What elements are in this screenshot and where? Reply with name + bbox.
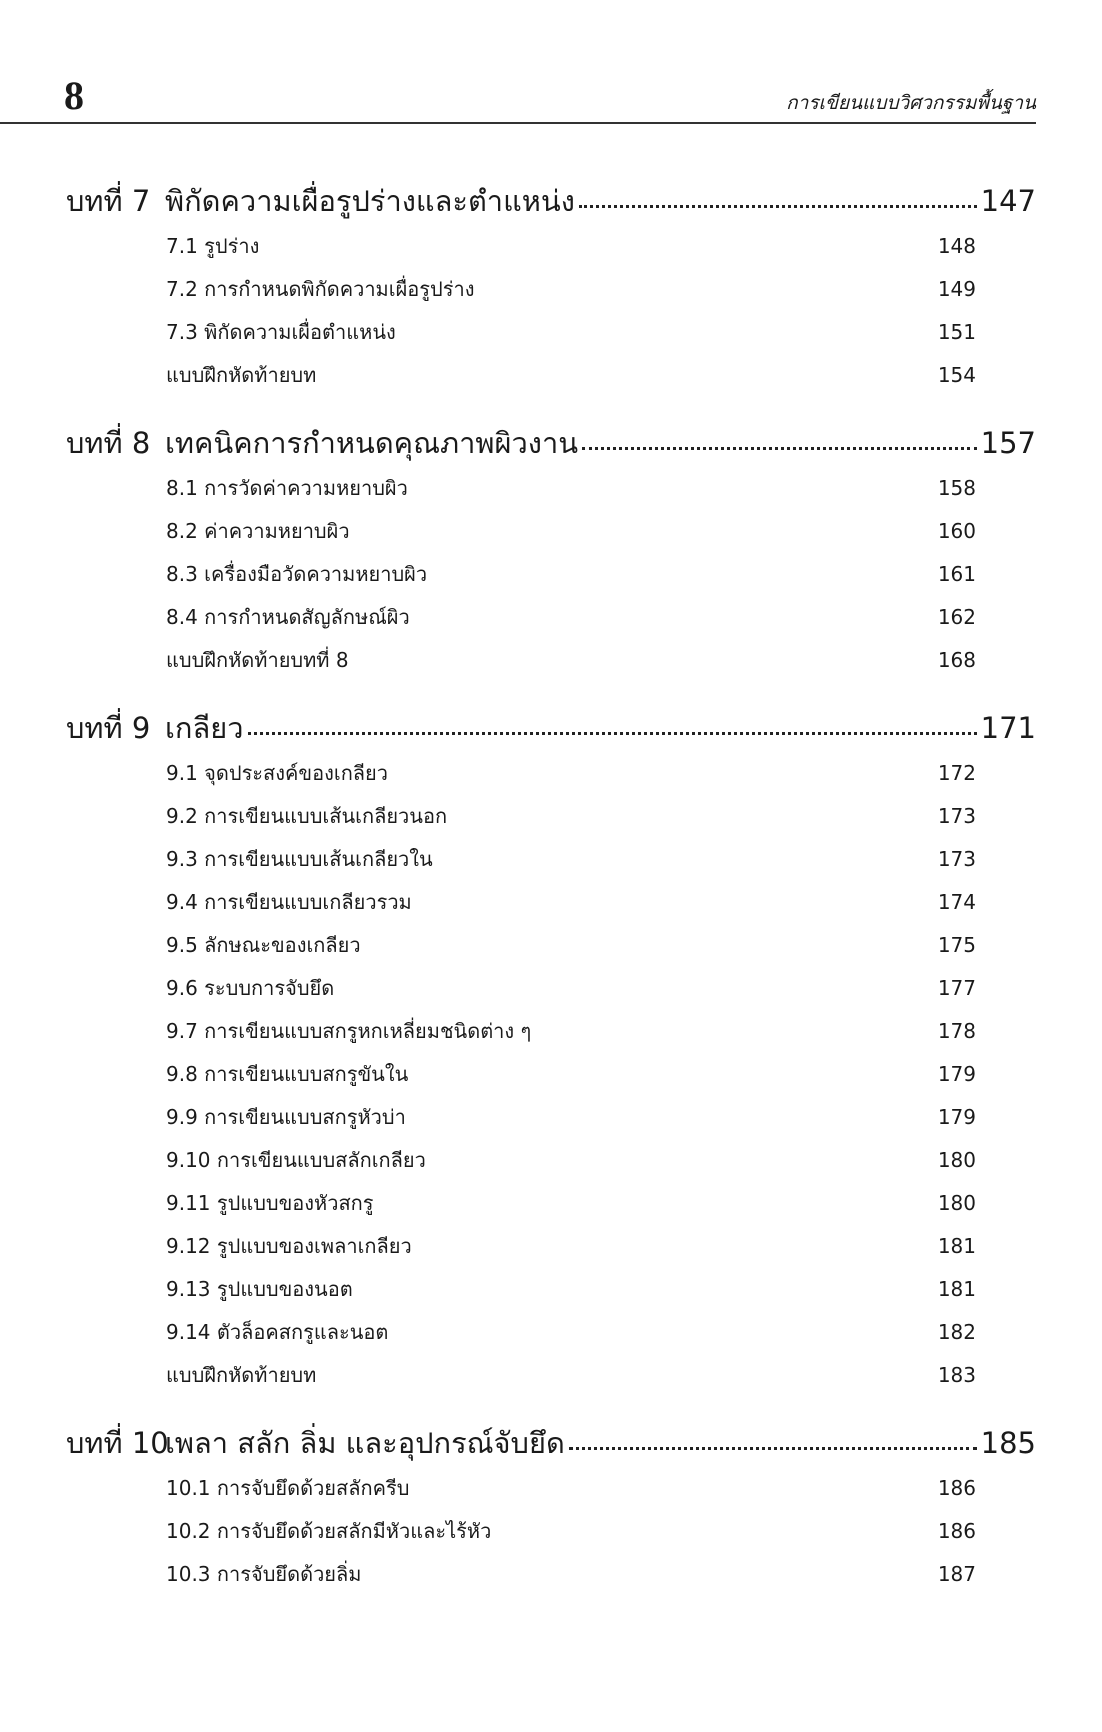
page-header [0, 0, 1102, 124]
chapter-title: พิกัดความเผื่อรูปร่างและตำแหน่ง [165, 184, 575, 218]
entry-page-number: 154 [937, 363, 976, 387]
toc-entry[interactable] [166, 970, 976, 1006]
entry-title: 8.3 เครื่องมือวัดความหยาบผิว [166, 562, 428, 586]
toc-entry[interactable] [166, 470, 976, 506]
entry-title: แบบฝึกหัดท้ายบทที่ 8 [166, 648, 349, 672]
toc-entry[interactable] [166, 1513, 976, 1549]
entry-page-number: 179 [937, 1105, 976, 1129]
entry-page-number: 186 [937, 1519, 976, 1543]
entry-title: 9.2 การเขียนแบบเส้นเกลียวนอก [166, 804, 448, 828]
chapter-label: บทที่ 8 [66, 426, 151, 460]
entry-title: 9.10 การเขียนแบบสลักเกลียว [166, 1148, 426, 1172]
toc-entry[interactable] [166, 755, 976, 791]
entry-page-number: 173 [937, 847, 976, 871]
entry-title: 9.8 การเขียนแบบสกรูขันใน [166, 1062, 409, 1086]
chapter-title: เพลา สลัก ลิ่ม และอุปกรณ์จับยึด [165, 1426, 565, 1460]
entry-title: 9.6 ระบบการจับยึด [166, 976, 335, 1000]
toc-entry[interactable] [166, 642, 976, 678]
toc-entry[interactable] [166, 884, 976, 920]
entry-page-number: 186 [937, 1476, 976, 1500]
entry-page-number: 183 [937, 1363, 976, 1387]
entry-title: 9.11 รูปแบบของหัวสกรู [166, 1191, 374, 1215]
entry-title: 10.1 การจับยึดด้วยสลักครีบ [166, 1476, 410, 1500]
entry-title: 9.5 ลักษณะของเกลียว [166, 933, 361, 957]
entry-page-number: 180 [937, 1148, 976, 1172]
header-rule [0, 122, 1036, 124]
toc-entry[interactable] [166, 1314, 976, 1350]
chapter-label: บทที่ 9 [66, 711, 151, 745]
entry-page-number: 177 [937, 976, 976, 1000]
entry-title: 9.4 การเขียนแบบเกลียวรวม [166, 890, 412, 914]
entry-page-number: 161 [937, 562, 976, 586]
toc-entry[interactable] [166, 1142, 976, 1178]
entry-page-number: 158 [937, 476, 976, 500]
dot-leader [582, 423, 977, 450]
entry-page-number: 175 [937, 933, 976, 957]
entry-title: 9.12 รูปแบบของเพลาเกลียว [166, 1234, 412, 1258]
toc-entry[interactable] [166, 228, 976, 264]
chapter-7-heading[interactable] [66, 181, 1036, 221]
toc-entry[interactable] [166, 1013, 976, 1049]
entry-title: 8.2 ค่าความหยาบผิว [166, 519, 350, 543]
entry-page-number: 178 [937, 1019, 976, 1043]
toc-entry[interactable] [166, 1099, 976, 1135]
entry-title: 10.3 การจับยึดด้วยลิ่ม [166, 1562, 362, 1586]
entry-page-number: 162 [937, 605, 976, 629]
entry-page-number: 172 [937, 761, 976, 785]
dot-leader [248, 708, 977, 735]
chapter-page-number: 157 [980, 426, 1036, 460]
toc-entry[interactable] [166, 357, 976, 393]
entry-title: 9.9 การเขียนแบบสกรูหัวบ่า [166, 1105, 406, 1129]
toc-entry[interactable] [166, 927, 976, 963]
chapter-label: บทที่ 10 [66, 1426, 169, 1460]
entry-title: 9.3 การเขียนแบบเส้นเกลียวใน [166, 847, 433, 871]
entry-title: 9.1 จุดประสงค์ของเกลียว [166, 761, 389, 785]
chapter-page-number: 171 [980, 711, 1036, 745]
entry-title: 8.1 การวัดค่าความหยาบผิว [166, 476, 408, 500]
entry-page-number: 179 [937, 1062, 976, 1086]
toc-entry[interactable] [166, 841, 976, 877]
entry-page-number: 182 [937, 1320, 976, 1344]
entry-title: 9.14 ตัวล็อคสกรูและนอต [166, 1320, 389, 1344]
entry-page-number: 181 [937, 1234, 976, 1258]
toc-entry[interactable] [166, 798, 976, 834]
chapter-label: บทที่ 7 [66, 184, 151, 218]
entry-page-number: 187 [937, 1562, 976, 1586]
chapter-title: เกลียว [165, 711, 244, 745]
dot-leader [579, 181, 977, 208]
toc-entry[interactable] [166, 556, 976, 592]
toc-entry[interactable] [166, 1470, 976, 1506]
toc-entry[interactable] [166, 1185, 976, 1221]
running-head: การเขียนแบบวิศวกรรมพื้นฐาน [786, 92, 1036, 114]
chapter-title: เทคนิคการกำหนดคุณภาพผิวงาน [165, 426, 579, 460]
toc-entry[interactable] [166, 271, 976, 307]
entry-title: 8.4 การกำหนดสัญลักษณ์ผิว [166, 605, 410, 629]
entry-page-number: 174 [937, 890, 976, 914]
entry-title: 7.2 การกำหนดพิกัดความเผื่อรูปร่าง [166, 277, 475, 301]
dot-leader [569, 1423, 977, 1450]
entry-title: แบบฝึกหัดท้ายบท [166, 1363, 317, 1387]
entry-page-number: 173 [937, 804, 976, 828]
entry-page-number: 180 [937, 1191, 976, 1215]
toc-entry[interactable] [166, 1556, 976, 1592]
entry-page-number: 181 [937, 1277, 976, 1301]
chapter-10-heading[interactable] [66, 1423, 1036, 1463]
chapter-9-heading[interactable] [66, 708, 1036, 748]
entry-page-number: 149 [937, 277, 976, 301]
entry-page-number: 151 [937, 320, 976, 344]
entry-page-number: 148 [937, 234, 976, 258]
chapter-8-heading[interactable] [66, 423, 1036, 463]
page-number: 8 [64, 73, 84, 118]
entry-title: 9.13 รูปแบบของนอต [166, 1277, 353, 1301]
entry-title: 9.7 การเขียนแบบสกรูหกเหลี่ยมชนิดต่าง ๆ [166, 1019, 532, 1043]
chapter-page-number: 185 [980, 1426, 1036, 1460]
toc-entry[interactable] [166, 1357, 976, 1393]
entry-title: 10.2 การจับยึดด้วยสลักมีหัวและไร้หัว [166, 1519, 492, 1543]
toc-entry[interactable] [166, 599, 976, 635]
toc-entry[interactable] [166, 1228, 976, 1264]
entry-title: 7.3 พิกัดความเผื่อตำแหน่ง [166, 320, 396, 344]
entry-page-number: 160 [937, 519, 976, 543]
entry-page-number: 168 [937, 648, 976, 672]
toc-entry[interactable] [166, 314, 976, 350]
entry-title: แบบฝึกหัดท้ายบท [166, 363, 317, 387]
toc-entry[interactable] [166, 1056, 976, 1092]
entry-title: 7.1 รูปร่าง [166, 234, 260, 258]
chapter-page-number: 147 [980, 184, 1036, 218]
toc-entry[interactable] [166, 1271, 976, 1307]
toc-entry[interactable] [166, 513, 976, 549]
